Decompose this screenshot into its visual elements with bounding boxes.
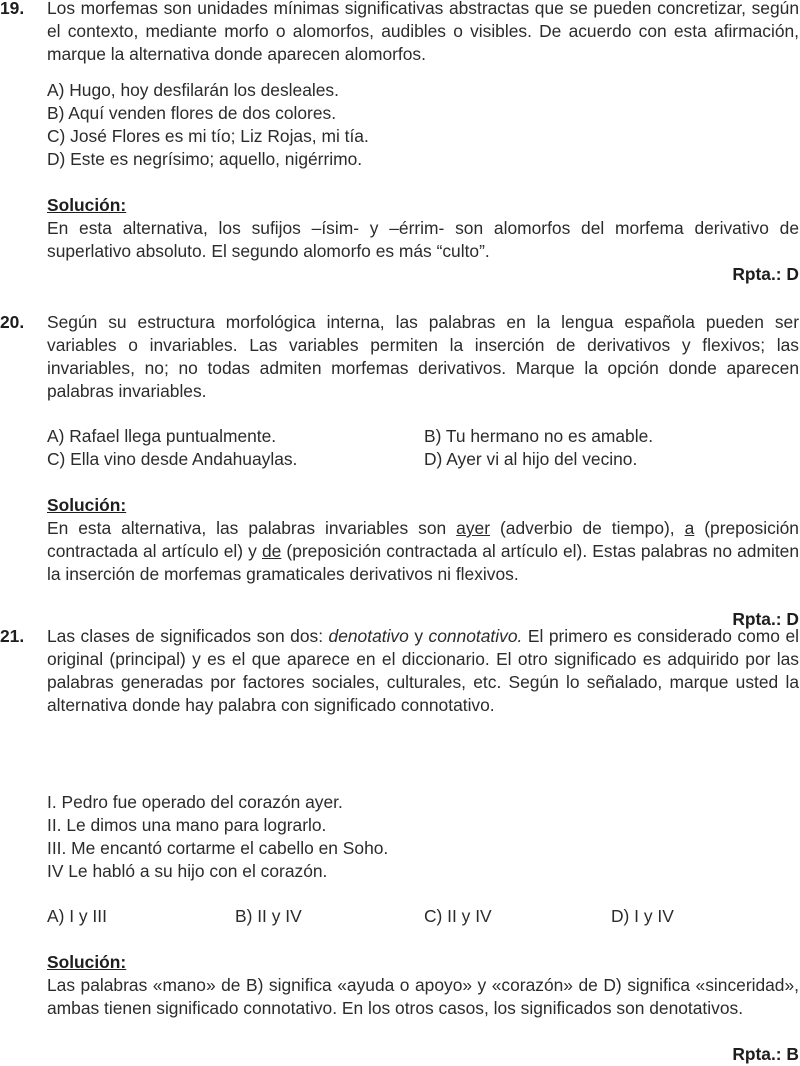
option-d: D) I y IV — [611, 906, 674, 926]
statement-iii: III. Me encantó cortarme el cabello en Soho. — [47, 838, 389, 858]
answer-label: Rpta.: B — [732, 1044, 799, 1064]
solution-part: En esta alternativa, las palabras invariables son — [47, 518, 457, 538]
question-stem: Según su estructura morfológica interna, las palabras en la lengua española pueden ser variables o invariables. Las variables permiten la inserción de derivativos y flexivos; las invariables, no; no todas admiten morfemas derivativos. Marque la opción donde aparecen palabras invariables. — [47, 312, 799, 401]
stem-part: Las clases de significados son dos: — [47, 626, 329, 646]
solution-text: Las palabras «mano» de B) significa «ayuda o apoyo» y «corazón» de D) significa «sinceridad», ambas tienen significado connotativo. En los otros casos, los significados son denotativos. — [47, 975, 799, 1018]
question-number: 21. — [0, 626, 25, 646]
stem-part: El primero es considerado como el original (principal) y es el que aparece en el diccionario. El otro significado es adquirido por las palabras generadas por factores sociales, culturales, etc. Según lo señalado, marque usted la alternativa donde hay palabra con significado connotativo. — [47, 626, 800, 715]
statement-i: I. Pedro fue operado del corazón ayer. — [47, 792, 343, 812]
term-denotativo: denotativo — [328, 626, 409, 646]
statement-iv: IV Le habló a su hijo con el corazón. — [47, 861, 328, 881]
question-number: 19. — [0, 0, 25, 18]
solution-part: (preposición contractada al artículo el). Estas palabras no admiten la inserción de morfemas gramaticales derivativos ni flexivos. — [47, 541, 800, 584]
underlined-word-de: de — [261, 541, 282, 561]
question-stem — [47, 625, 799, 717]
question-stem: Los morfemas son unidades mínimas significativas abstractas que se pueden concretizar, según el contexto, mediante morfo o alomorfos, audibles o visibles. De acuerdo con esta afirmación, marque la alternativa donde aparecen alomorfos. — [47, 0, 799, 64]
option-b: B) II y IV — [235, 906, 302, 926]
solution-title: Solución: — [47, 195, 127, 215]
question-number: 20. — [0, 312, 25, 332]
term-connotativo: connotativo. — [428, 626, 523, 646]
option-c: C) II y IV — [424, 906, 492, 926]
solution-text — [47, 517, 799, 586]
solution-title: Solución: — [47, 952, 127, 972]
option-c: C) José Flores es mi tío; Liz Rojas, mi tía. — [47, 126, 369, 146]
solution-part: (preposición contractada al artículo el) y — [47, 518, 799, 561]
options-list — [47, 79, 799, 171]
statements-list — [47, 791, 799, 883]
options-row — [47, 905, 799, 928]
answer-label: Rpta.: D — [732, 264, 799, 284]
underlined-word-ayer: ayer — [456, 518, 491, 538]
option-b: B) Tu hermano no es amable. — [424, 426, 654, 446]
statement-ii: II. Le dimos una mano para lograrlo. — [47, 815, 327, 835]
option-d: D) Ayer vi al hijo del vecino. — [424, 449, 638, 469]
solution-title: Solución: — [47, 495, 127, 515]
underlined-word-a: a — [684, 518, 695, 538]
option-c: C) Ella vino desde Andahuaylas. — [47, 449, 298, 469]
stem-part: y — [408, 626, 429, 646]
option-d: D) Este es negrísimo; aquello, nigérrimo. — [47, 149, 363, 169]
solution-text: En esta alternativa, los sufijos –ísim- y –érrim- son alomorfos del morfema derivativo de superlativo absoluto. El segundo alomorfo es más “culto”. — [47, 218, 799, 261]
option-a: A) Hugo, hoy desfilarán los desleales. — [47, 80, 339, 100]
option-b: B) Aquí venden flores de dos colores. — [47, 103, 337, 123]
solution-part: (adverbio de tiempo), — [490, 518, 685, 538]
options-grid — [47, 425, 799, 471]
option-a: A) Rafael llega puntualmente. — [47, 426, 277, 446]
answer-label: Rpta.: D — [732, 609, 799, 629]
option-a: A) I y III — [47, 906, 107, 926]
